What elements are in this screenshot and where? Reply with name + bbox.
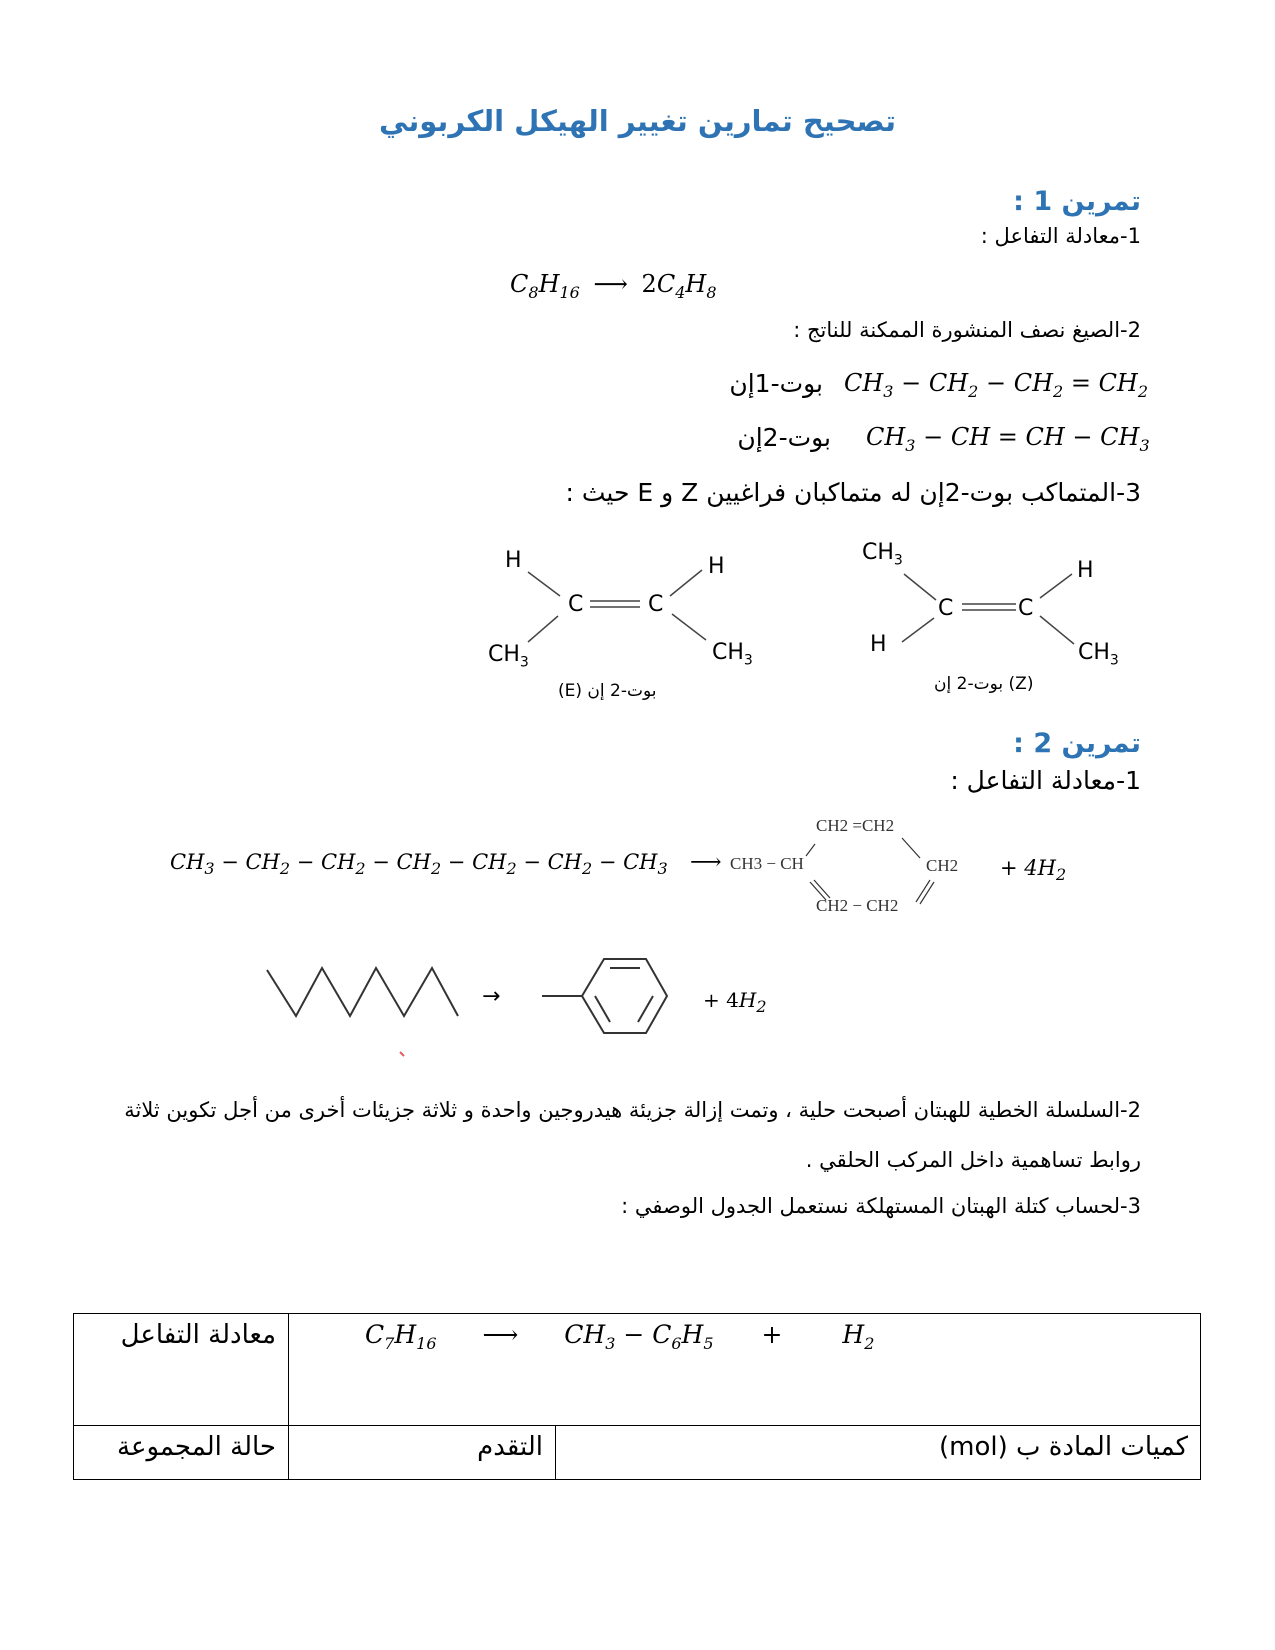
e-h-right: H [708,554,725,579]
table-quantities-cell [556,1426,1201,1480]
e-carbon-1: C [568,592,584,617]
z-carbon-1: C [938,596,954,621]
z-carbon-2: C [1018,596,1034,621]
e-ch3-left: $CH_3$ [488,642,529,671]
benzene-ring [582,959,667,1033]
exercise-1-heading: تمرين 1 : [1013,186,1141,217]
e-ch3-right: $CH_3$ [712,640,753,669]
table-equation-label: معادلة التفاعل [120,1320,276,1350]
but-1-ene-name: بوت-1إن [729,369,823,398]
e-h-left: H [505,548,522,573]
ex2-reaction-arrow: ⟶ [690,850,722,875]
ex1-question-1-label: 1-معادلة التفاعل : [980,224,1141,248]
but-2-ene-formula: $CH_3$ − CH = CH − $CH_3$ [866,423,1150,455]
table-quantities-label: كميات المادة ب (mol) [939,1432,1188,1462]
e-isomer-structure [480,540,800,710]
skeletal-arrow: → [482,984,501,1009]
table-progress-cell [289,1426,556,1480]
advancement-table [73,1313,1201,1480]
z-ch3-top-left: $CH_3$ [862,540,903,569]
page-title: تصحيح تمارين تغيير الهيكل الكربوني [379,104,896,138]
but-1-ene-formula: $CH_3 - CH_2 - CH_2 = CH_2$ [844,369,1149,401]
skeletal-h2: + $4H_2$ [703,988,767,1016]
e-isomer-caption: بوت-2 إن (E) [558,681,657,701]
exercise-2-heading: تمرين 2 : [1013,728,1141,759]
ex2-question-1-label: 1-معادلة التفاعل : [950,766,1141,795]
but-2-ene-name: بوت-2إن [737,423,831,452]
z-ch3-bottom-right: $CH_3$ [1078,640,1119,669]
ex1-reaction-equation: $C_8H_{16}$ ⟶ $2C_4H_8$ [510,270,717,302]
e-carbon-2: C [648,592,664,617]
table-equation-label-cell [74,1314,289,1426]
z-isomer-caption: (Z) بوت-2 إن [934,674,1034,694]
ring-bottom-label: CH2 − CH2 [816,896,899,915]
ring-top-label: CH2 =CH2 [816,816,895,835]
z-h-top-right: H [1077,558,1094,583]
table-progress-label: التقدم [477,1432,543,1462]
cyclic-product-structure [730,812,990,927]
ex1-question-2-label: 2-الصيغ نصف المنشورة الممكنة للناتج : [793,318,1141,342]
heptane-zigzag [267,968,458,1016]
table-equation-cell: $C_7H_{16}$ ⟶ $CH_3 - C_6H_5 + H_2$ [289,1314,1201,1426]
ex2-question-3-label: 3-لحساب كتلة الهبتان المستهلكة نستعمل الجدول الوصفي : [621,1194,1141,1218]
ex1-question-3-label: 3-المتماكب بوت-2إن له متماكبان فراغيين Z و E حيث : [565,478,1141,507]
ex2-question-2-line-2: روابط تساهمية داخل المركب الحلقي . [805,1148,1141,1172]
z-h-bottom-left: H [870,632,887,657]
z-isomer-structure [862,540,1192,710]
ring-left-label: CH3 − CH [730,854,804,873]
table-state-label: حالة المجموعة [117,1432,276,1462]
linear-heptane-formula: $CH_3 - CH_2 - CH_2 - CH_2 - CH_2 - CH_2 - CH_3$ [170,850,668,879]
ex2-question-2-line-1: 2-السلسلة الخطية للهبتان أصبحت حلية ، وتمت إزالة جزيئة هيدروجين واحدة و ثلاثة جزيئات أخرى من أجل تكوين ثلاثة [124,1098,1141,1122]
table-state-cell [74,1426,289,1480]
ring-right-label: CH2 [926,856,959,875]
ex2-h2-product: + $4H_2$ [1000,856,1067,885]
